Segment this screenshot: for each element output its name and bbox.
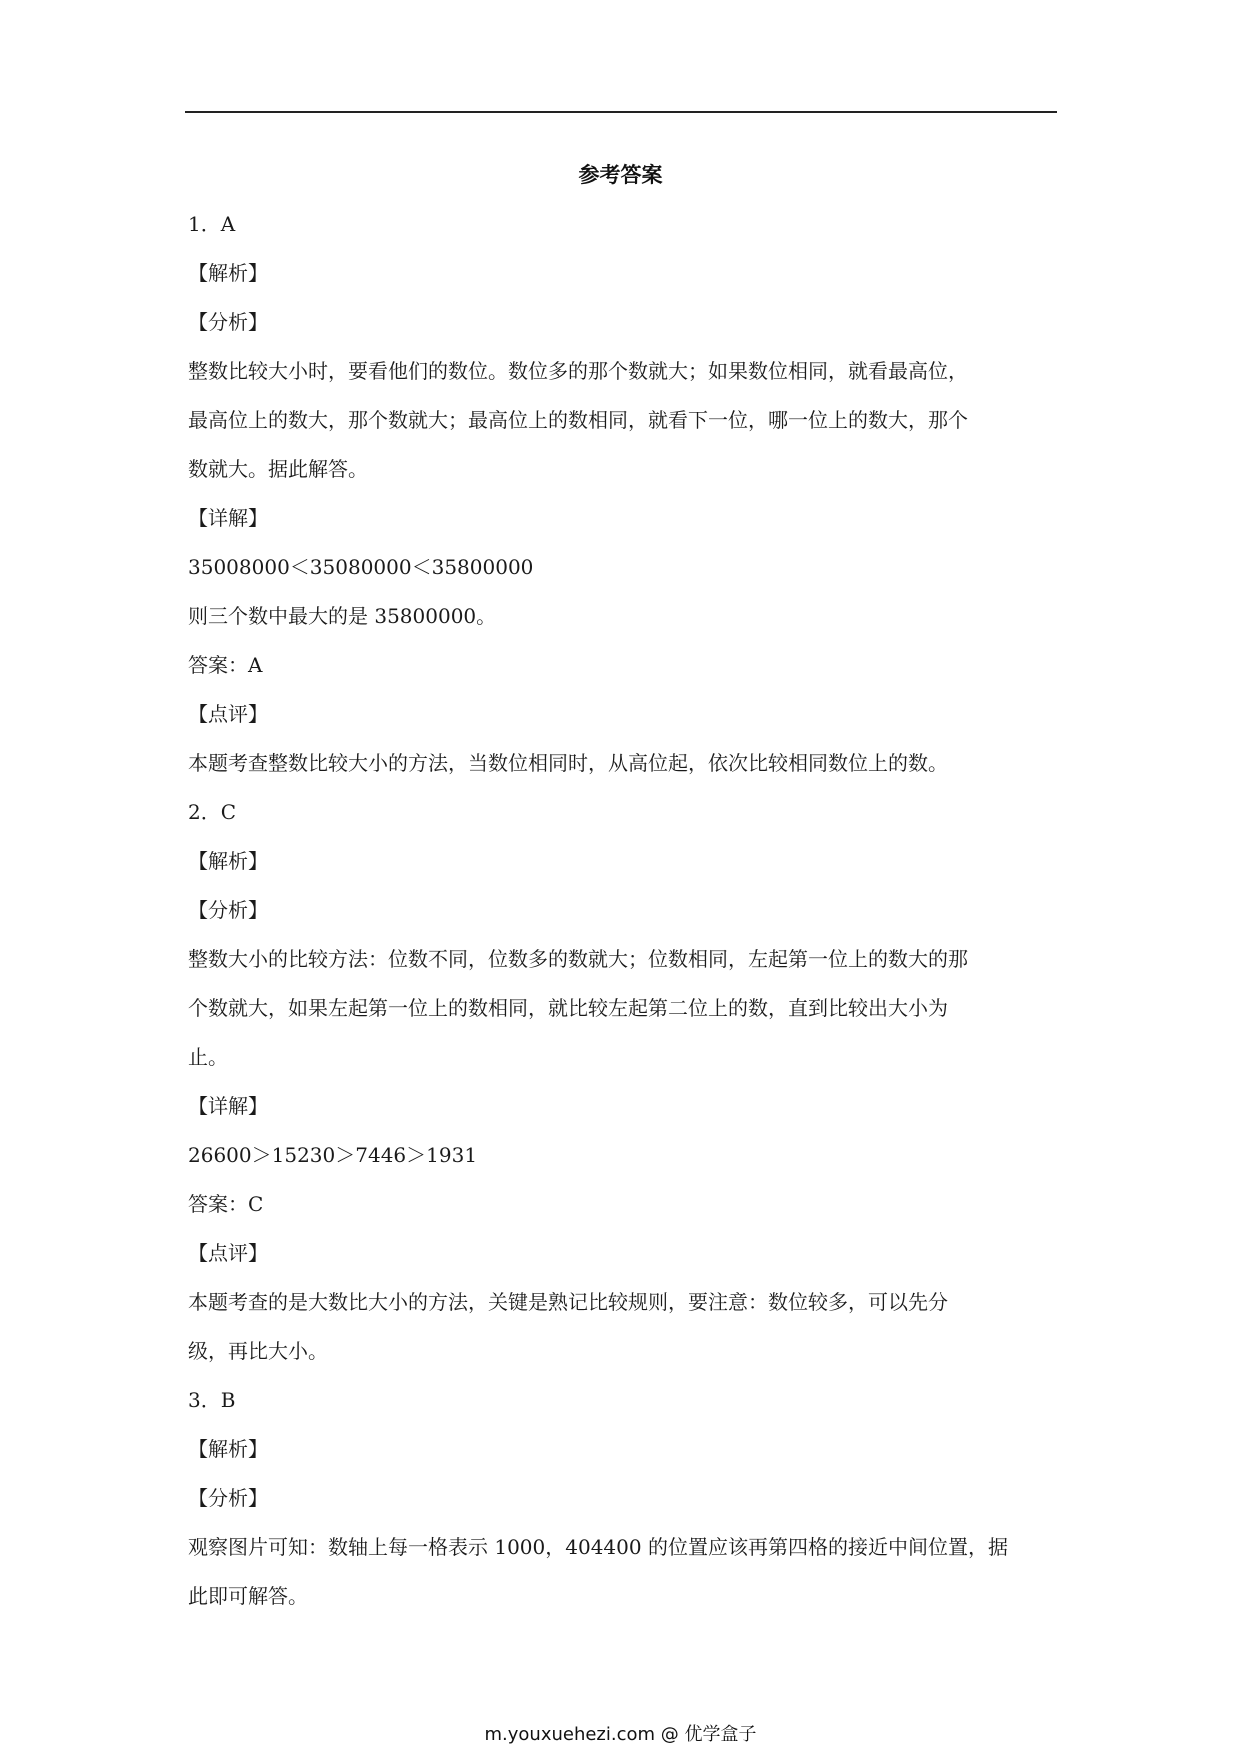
answer-2-detail-line: 26600＞15230＞7446＞1931: [188, 1143, 478, 1167]
answer-3-jiexi-label: 【解析】: [188, 1437, 268, 1461]
answer-1-jiexi-label: 【解析】: [188, 261, 268, 285]
answer-2-analysis-line: 整数大小的比较方法：位数不同，位数多的数就大；位数相同，左起第一位上的数大的那: [188, 947, 968, 971]
answer-2-result: 答案：C: [188, 1192, 264, 1216]
answer-1-analysis-line: 整数比较大小时，要看他们的数位。数位多的那个数就大；如果数位相同，就看最高位，: [188, 359, 968, 383]
answer-2-fenxi-label: 【分析】: [188, 898, 268, 922]
answer-1-analysis-line: 最高位上的数大，那个数就大；最高位上的数相同，就看下一位，哪一位上的数大，那个: [188, 408, 968, 432]
answer-1-xiangjie-label: 【详解】: [188, 506, 268, 530]
answer-1-comment-line: 本题考查整数比较大小的方法，当数位相同时，从高位起，依次比较相同数位上的数。: [188, 751, 948, 775]
answer-2-comment-line: 本题考查的是大数比大小的方法，关键是熟记比较规则，要注意：数位较多，可以先分: [188, 1290, 948, 1314]
answer-1-heading: 1．A: [188, 212, 236, 236]
answer-2-analysis-line: 止。: [188, 1045, 228, 1069]
answer-1-analysis-line: 数就大。据此解答。: [188, 457, 368, 481]
header-rule: [185, 111, 1057, 113]
answer-3-analysis-line: 观察图片可知：数轴上每一格表示 1000，404400 的位置应该再第四格的接近中间位置，据: [188, 1535, 1008, 1559]
answer-1-detail-line: 35008000＜35080000＜35800000: [188, 555, 534, 579]
answer-2-dianping-label: 【点评】: [188, 1241, 268, 1265]
answer-2-xiangjie-label: 【详解】: [188, 1094, 268, 1118]
answer-2-jiexi-label: 【解析】: [188, 849, 268, 873]
answer-3-analysis-line: 此即可解答。: [188, 1584, 308, 1608]
answer-1-dianping-label: 【点评】: [188, 702, 268, 726]
answer-3-fenxi-label: 【分析】: [188, 1486, 268, 1510]
answer-1-detail-line: 则三个数中最大的是 35800000。: [188, 604, 497, 628]
answer-1-result: 答案：A: [188, 653, 263, 677]
answer-1-fenxi-label: 【分析】: [188, 310, 268, 334]
answer-2-comment-line: 级，再比大小。: [188, 1339, 328, 1363]
answer-2-heading: 2．C: [188, 800, 237, 824]
footer-watermark: m.youxuehezi.com @ 优学盒子: [484, 1724, 757, 1745]
answer-3-heading: 3．B: [188, 1388, 236, 1412]
page-title: 参考答案: [578, 163, 663, 187]
answer-2-analysis-line: 个数就大，如果左起第一位上的数相同，就比较左起第二位上的数，直到比较出大小为: [188, 996, 948, 1020]
